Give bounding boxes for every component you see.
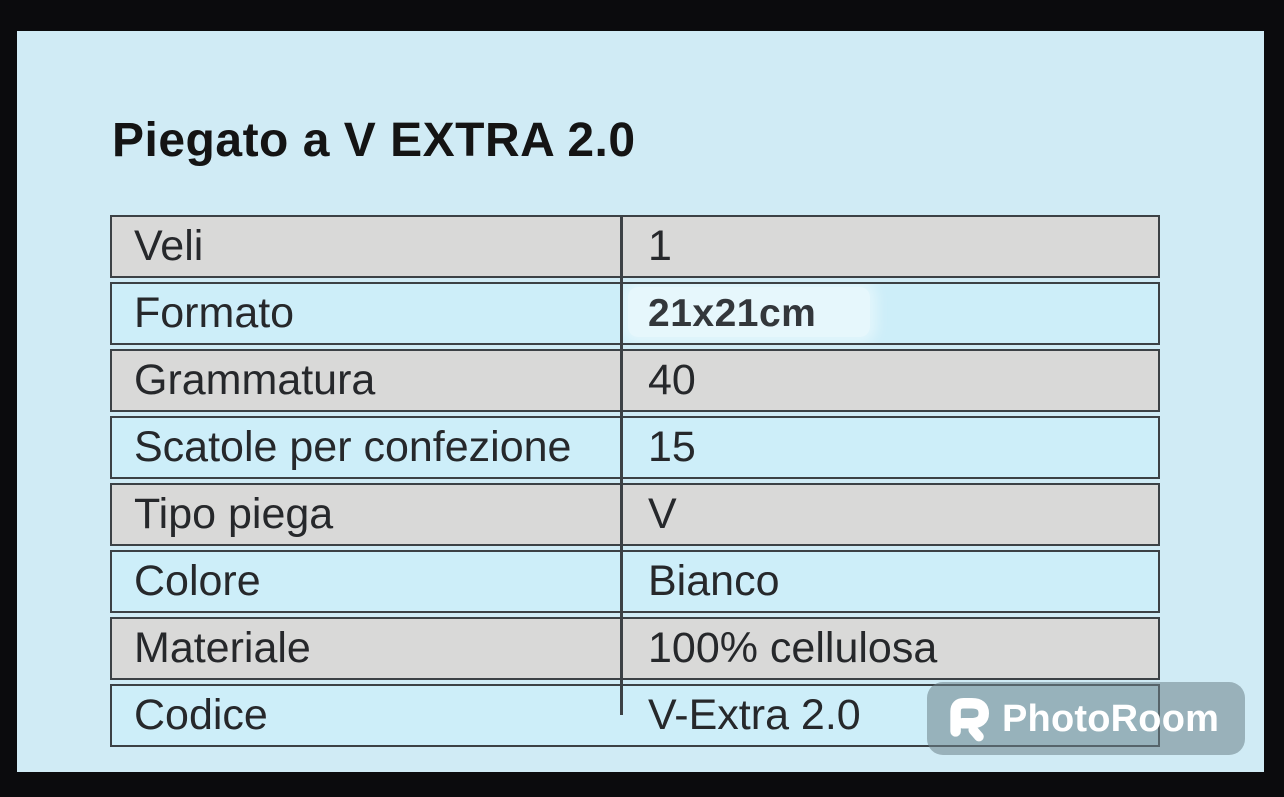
spec-table — [110, 215, 1160, 751]
row-value: V-Extra 2.0 — [648, 691, 861, 739]
photoroom-label: PhotoRoom — [1002, 697, 1220, 740]
edited-value-text: 21x21cm — [648, 292, 817, 335]
photoroom-logo-icon — [947, 696, 989, 742]
row-label: Materiale — [134, 624, 311, 672]
table-row-scatole — [110, 416, 1160, 479]
row-value: Bianco — [648, 557, 780, 605]
product-sheet — [17, 31, 1264, 772]
photoroom-watermark — [927, 682, 1245, 755]
row-value: V — [648, 490, 677, 538]
column-divider — [620, 215, 623, 715]
row-label: Formato — [134, 289, 295, 337]
row-value: 1 — [648, 222, 672, 270]
row-value: 100% cellulosa — [648, 624, 938, 672]
table-row-materiale — [110, 617, 1160, 680]
row-label: Codice — [134, 691, 268, 739]
table-row-formato — [110, 282, 1160, 345]
row-label: Tipo piega — [134, 490, 334, 538]
table-row-veli — [110, 215, 1160, 278]
table-row-tipo-piega — [110, 483, 1160, 546]
page-title: Piegato a V EXTRA 2.0 — [112, 114, 636, 167]
row-value: 40 — [648, 356, 696, 404]
table-row-colore — [110, 550, 1160, 613]
row-value — [622, 284, 1158, 343]
row-label: Colore — [134, 557, 261, 605]
row-value: 15 — [648, 423, 696, 471]
row-label: Veli — [134, 222, 204, 270]
row-label: Scatole per confezione — [134, 423, 572, 471]
table-row-grammatura — [110, 349, 1160, 412]
row-label: Grammatura — [134, 356, 376, 404]
